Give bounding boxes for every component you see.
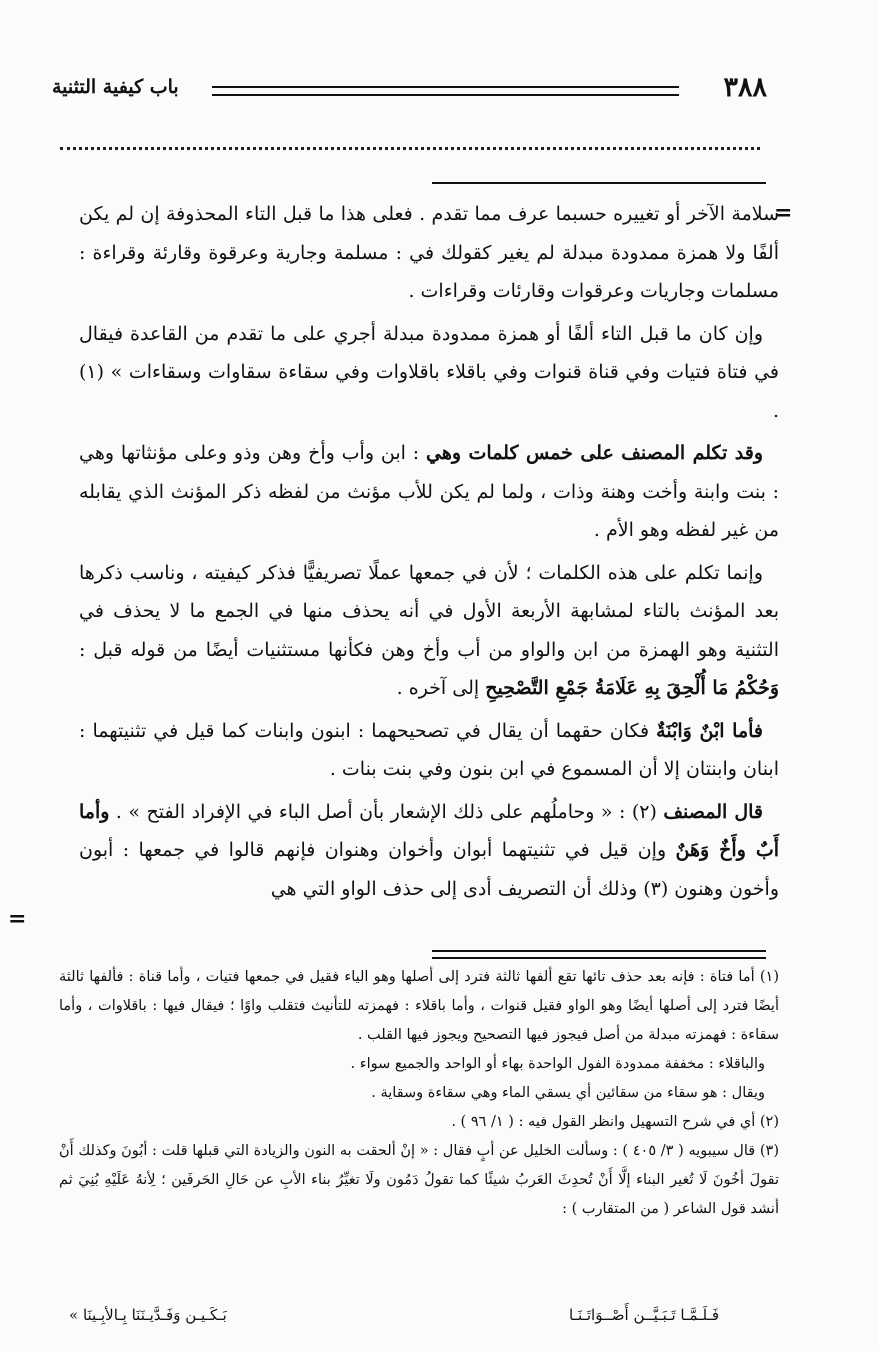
dotted-separator	[60, 147, 760, 150]
page-header	[52, 72, 767, 106]
footnote-1: (١) أما فتاة : فإنه بعد حذف تائها تقع ألفها ثالثة فترد إلى أصلها وهو الياء فقيل في جمعها فتيات ، وأما قناة : فألفها ثالثة أيضًا فترد إلى أصلها أيضًا وهو الواو فقيل قنوات ، وأما باقلاء : فهمزته للتأنيث فتقلب واوًا ؛ فيقال فيها : باقلاوات ، وأما سقاءة : فهمزته مبدلة من أصل فيجوز فيها التصحيح ويجوز فيها القلب .	[59, 969, 779, 1043]
verse-second-hemistich: بَـكَـيـن وَفَـدَّيـنَنَا بِـالأبِـينَا »	[69, 1306, 227, 1324]
paragraph-5-body: فكان حقهما أن يقال في تصحيحهما : ابنون وابنات كما قيل في تثنيتهما : ابنان وابنتان إلا أن المسموع في ابن بنون وفي بنت بنات .	[79, 719, 779, 780]
footnote-2: (٢) أي في شرح التسهيل وانظر القول فيه : ( ١/ ٩٦ ) .	[451, 1114, 779, 1130]
footnote-1-c: ويقال : هو سقاء من سقائين أي يسقي الماء وهي سقاءة وسقاية .	[371, 1085, 765, 1101]
footnote-separator	[432, 950, 766, 959]
paragraph-4-quote: وَحُكْمُ مَا أُلْحِقَ بِهِ عَلَامَةُ جَمْعِ التَّصْحِيحِ	[485, 677, 779, 699]
paragraph-6	[79, 793, 779, 909]
header-double-rule	[212, 86, 679, 96]
chapter-title: باب كيفية التثنية	[52, 76, 179, 98]
paragraph-4-body: وإنما تكلم على هذه الكلمات ؛ لأن في جمعها عملًا تصريفيًّا فذكر كيفيته ، وناسب ذكرها بعد المؤنث بالتاء لمشابهة الأربعة الأول في أنه يحذف منها في الجمع ما لا يحذف في التثنية وهو الهمزة من ابن والواو من أب وأخ وهن فكأنها مستثنيات أيضًا من قوله قبل :	[79, 561, 779, 661]
paragraph-5-lead: فأما ابْنٌ وَابْنَةٌ	[656, 719, 763, 742]
paragraph-6-body: (٢) : « وحاملُهم على ذلك الإشعار بأن أصل الباء في الإفراد الفتح » .	[115, 800, 657, 823]
footnote-3: (٣) قال سيبويه ( ٣/ ٤٠٥ ) : وسألت الخليل عن أبٍ فقال : « إنْ ألحقت به النون والزيادة التي قبلها قلت : أبُونَ وكذلك أَنْ تقولَ أخُونَ لَا تُغير البناء إلَّا أَنْ تُحدِثَ العَربُ شيئًا كما تقولُ دَمُون ولَا تغيِّرُ بناء الأبِ عن حَالِ الحَرفَين ؛ لِأنهُ عَلَيْهِ بُنِيَ ثم أنشد قول الشاعر ( من المتقارب ) :	[59, 1143, 779, 1217]
main-text	[79, 195, 779, 912]
paragraph-3	[79, 434, 779, 550]
paragraph-4	[79, 554, 779, 708]
paragraph-6-lead: قال المصنف	[663, 800, 763, 823]
verse-first-hemistich: فَـلَـمَّـا تَـبَـيَّــن أَصْــوَاتَـنَـا	[569, 1306, 719, 1324]
page-number: ٣٨٨	[723, 72, 767, 103]
continuation-mark-top: =	[774, 200, 793, 226]
paragraph-3-lead: وقد تكلم المصنف على خمس كلمات وهي	[426, 442, 763, 464]
paragraph-1: سلامة الآخر أو تغييره حسبما عرف مما تقدم . فعلى هذا ما قبل التاء المحذوفة إن لم يكن ألفًا ولا همزة ممدودة مبدلة لم يغير كقولك في : مسلمة وجارية وعرقوة وقارئة وقراءة : مسلمات وجاريات وعرقوات وقارئات وقراءات .	[79, 203, 779, 302]
poetry-verse	[59, 1306, 779, 1336]
footnotes	[59, 963, 779, 1224]
top-rule	[432, 182, 766, 184]
footnote-1-b: والباقلاء : مخففة ممدودة الفول الواحدة بهاء أو الواحد والجميع سواء .	[350, 1056, 765, 1072]
paragraph-6-end: وإن قيل في تثنيتهما أبوان وأخوان وهنوان فإنهم قالوا في جمعها : أبون وأخون وهنون (٣) وذلك أن التصريف أدى إلى حذف الواو التي هي	[79, 839, 779, 900]
paragraph-3-body: : ابن وأب وأخ وهن وذو وعلى مؤنثاتها وهي : بنت وابنة وأخت وهنة وذات ، ولما لم يكن للأب مؤنث من لفظه ذكر المؤنث الذي يقابله من غير لفظه وهو الأم .	[79, 442, 779, 541]
paragraph-2: وإن كان ما قبل التاء ألفًا أو همزة ممدودة مبدلة أجري على ما تقدم من القاعدة فيقال في فتاة فتيات وفي قناة قنوات وفي باقلاء باقلاوات وفي سقاءة سقاوات وسقاءات » (١) .	[79, 322, 779, 422]
continuation-mark-bottom: =	[8, 906, 27, 932]
paragraph-5	[79, 712, 779, 789]
paragraph-4-end: إلى آخره .	[396, 677, 480, 699]
paragraph-6-lead-2: وأما أَبٌ وأَخٌ وَهَنٌ	[79, 800, 779, 861]
